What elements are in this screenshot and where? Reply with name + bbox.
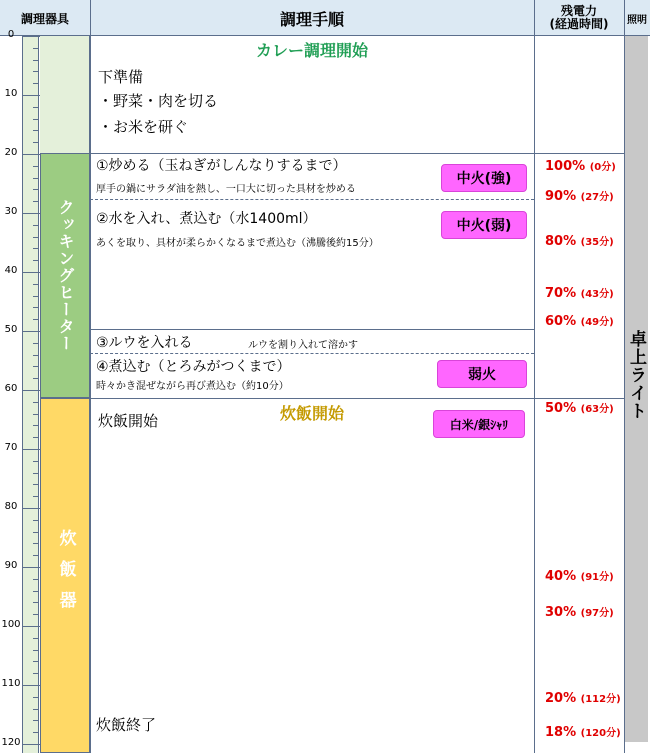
scale-minor-tick [33,237,39,238]
scale-minor-tick [33,201,39,202]
scale-major-tick [22,567,40,568]
header-equipment: 調理器具 [20,11,69,26]
scale-minor-tick [33,661,39,662]
battery-reading [545,604,614,620]
scale-minor-tick [33,650,39,651]
scale-label: 10 [4,88,18,99]
battery-percent: 100% [545,159,586,174]
step3-desc: ルウを割り入れて溶かす [248,340,358,351]
rice-start-label: 炊飯開始 [98,412,159,430]
divider-header [90,0,91,36]
rice-end-label: 炊飯終了 [96,716,157,734]
scale-major-tick [22,744,40,745]
scale-minor-tick [33,697,39,698]
scale-minor-tick [33,248,39,249]
equipment-cooking-heater-label: クッキングヒーター [56,199,75,352]
scale-minor-tick [33,378,39,379]
scale-minor-tick [33,520,39,521]
scale-minor-tick [33,673,39,674]
scale-label: 70 [4,442,18,453]
scale-minor-tick [33,225,39,226]
header-battery-line2: (経過時間) [549,17,609,31]
battery-reading [545,690,621,706]
scale-major-tick [22,449,40,450]
scale-major-tick [22,390,40,391]
scale-minor-tick [33,366,39,367]
battery-reading [545,188,614,204]
battery-elapsed: (63分) [580,404,614,415]
row-line-20 [90,153,624,154]
scale-minor-tick [33,402,39,403]
scale-minor-tick [33,343,39,344]
scale-label: 50 [4,324,18,335]
battery-percent: 18% [545,725,577,740]
scale-minor-tick [33,166,39,167]
battery-reading [545,568,614,584]
scale-minor-tick [33,296,39,297]
scale-minor-tick [33,555,39,556]
scale-minor-tick [33,355,39,356]
scale-minor-tick [33,602,39,603]
step4-desc: 時々かき混ぜながら再び煮込む（約10分） [96,381,289,392]
scale-minor-tick [33,71,39,72]
step2-heat-badge: 中火(弱) [441,211,527,239]
scale-minor-tick [33,307,39,308]
step1-desc: 厚手の鍋にサラダ油を熱し、一口大に切った具材を炒める [96,184,356,195]
scale-minor-tick [33,284,39,285]
step4-heat-badge: 弱火 [437,360,527,388]
rice-mode-badge: 白米/銀ｼｬﾘ [433,410,525,438]
step3-title: ③ルウを入れる [96,335,193,351]
scale-minor-tick [33,732,39,733]
battery-percent: 40% [545,569,577,584]
scale-minor-tick [33,83,39,84]
divider-procedure-left [90,36,91,753]
scale-minor-tick [33,414,39,415]
scale-minor-tick [33,532,39,533]
equipment-rice-cooker-label: 炊飯器 [55,529,76,622]
row-line-62 [90,398,624,399]
scale-minor-tick [33,709,39,710]
header-battery-line1: 残電力 [560,3,597,18]
battery-elapsed: (43分) [580,289,614,300]
battery-reading [545,233,614,249]
battery-elapsed: (35分) [580,237,614,248]
scale-minor-tick [33,461,39,462]
scale-label: 120 [1,737,21,748]
battery-elapsed: (112分) [580,694,621,705]
equipment-empty [40,36,90,153]
scale-major-tick [22,213,40,214]
scale-major-tick [22,95,40,96]
battery-elapsed: (0分) [589,162,616,173]
battery-percent: 90% [545,189,577,204]
time-scale-strip [22,36,39,753]
equipment-cooking-heater [40,153,90,398]
prep-item-2: ・お米を研ぐ [98,118,189,136]
step1-heat-badge: 中火(強) [441,164,527,192]
scale-minor-tick [33,60,39,61]
divider-battery-left [534,0,535,753]
scale-label: 0 [7,29,15,40]
scale-minor-tick [33,720,39,721]
scale-minor-tick [33,178,39,179]
scale-label: 30 [4,206,18,217]
header-battery [534,0,624,36]
row-line-step3 [90,329,534,330]
scale-minor-tick [33,107,39,108]
scale-minor-tick [33,591,39,592]
scale-minor-tick [33,614,39,615]
scale-label: 60 [4,383,18,394]
scale-major-tick [22,36,40,37]
prep-item-1: ・野菜・肉を切る [98,92,219,110]
prep-title: 下準備 [98,68,144,86]
battery-elapsed: (91分) [580,572,614,583]
scale-minor-tick [33,189,39,190]
scale-label: 110 [1,678,21,689]
step4-title: ④煮込む（とろみがつくまで） [96,359,291,375]
scale-major-tick [22,685,40,686]
battery-reading [545,400,614,416]
scale-major-tick [22,331,40,332]
scale-minor-tick [33,425,39,426]
scale-minor-tick [33,437,39,438]
lighting-label-wrap [625,330,648,420]
curry-title: カレー調理開始 [255,41,368,60]
scale-label: 40 [4,265,18,276]
battery-reading [545,158,616,174]
scale-minor-tick [33,119,39,120]
scale-minor-tick [33,496,39,497]
scale-label: 90 [4,560,18,571]
battery-percent: 30% [545,605,577,620]
scale-minor-tick [33,48,39,49]
lighting-label: 卓上ライト [626,330,646,420]
battery-elapsed: (97分) [580,608,614,619]
battery-elapsed: (120分) [580,728,621,739]
scale-label: 20 [4,147,18,158]
scale-minor-tick [33,260,39,261]
scale-major-tick [22,626,40,627]
scale-minor-tick [33,484,39,485]
battery-percent: 80% [545,234,577,249]
scale-minor-tick [33,142,39,143]
row-dash-step1 [90,199,534,200]
battery-percent: 50% [545,401,577,416]
equipment-rice-cooker [40,398,90,753]
scale-label: 80 [4,501,18,512]
scale-minor-tick [33,319,39,320]
battery-elapsed: (27分) [580,192,614,203]
battery-reading [545,313,614,329]
scale-minor-tick [33,473,39,474]
battery-elapsed: (49分) [580,317,614,328]
scale-minor-tick [33,543,39,544]
scale-minor-tick [33,130,39,131]
header-procedure: 調理手順 [279,9,344,29]
battery-percent: 60% [545,314,577,329]
scale-major-tick [22,272,40,273]
header-lighting: 照明 [627,14,647,26]
step1-title: ①炒める（玉ねぎがしんなりするまで） [96,158,347,174]
scale-minor-tick [33,638,39,639]
battery-percent: 70% [545,286,577,301]
scale-major-tick [22,508,40,509]
row-dash-step4 [90,353,534,354]
battery-reading [545,285,614,301]
step2-desc: あくを取り、具材が柔らかくなるまで煮込む（沸騰後約15分） [96,238,379,249]
step2-title: ②水を入れ、煮込む（水1400ml） [96,211,317,227]
scale-minor-tick [33,579,39,580]
rice-title: 炊飯開始 [279,404,344,423]
scale-label: 100 [1,619,21,630]
scale-major-tick [22,154,40,155]
battery-percent: 20% [545,691,577,706]
battery-reading [545,724,621,740]
